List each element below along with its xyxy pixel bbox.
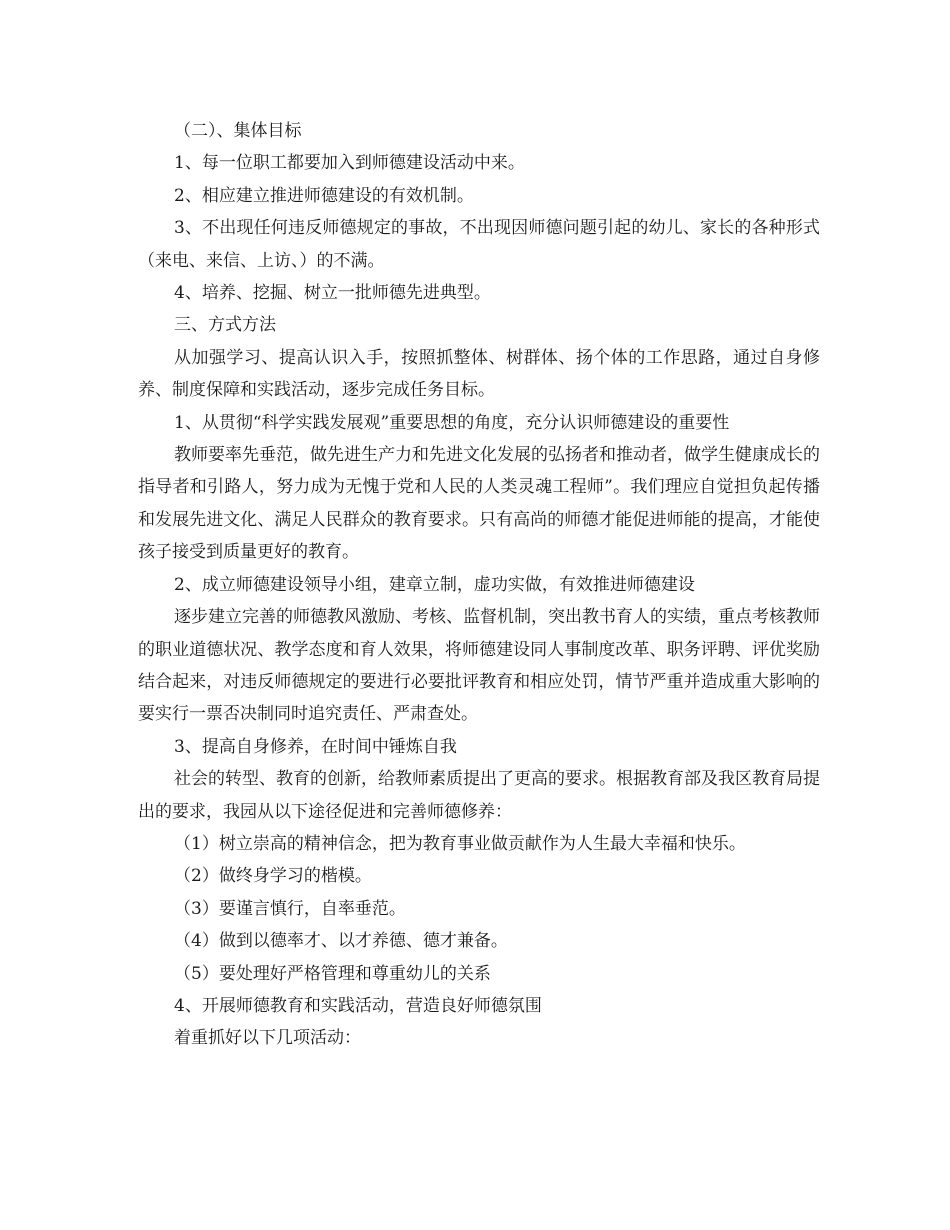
- heading-collective-goals: （二）、集体目标: [174, 121, 302, 141]
- method-4-body: 着重抓好以下几项活动：: [174, 1028, 361, 1049]
- goal-item-4: 4、培养、挖掘、树立一批师德先进典型。: [174, 283, 491, 304]
- goal-item-3: 3、不出现任何违反师德规定的事故，不出现因师德问题引起的幼儿、家长的各种形式（来电、来信、上访、）的不满。: [138, 218, 820, 271]
- method-3-sub-3: （3）要谨言慎行，自率垂范。: [174, 898, 406, 919]
- method-4-heading: 4、开展师德教育和实践活动，营造良好师德氛围: [174, 995, 542, 1016]
- heading-methods: 三、方式方法: [174, 315, 276, 336]
- method-3-body: 社会的转型、教育的创新，给教师素质提出了更高的要求。根据教育部及我区教育局提出的要求，我园从以下途径促进和完善师德修养：: [138, 769, 820, 822]
- method-3-heading: 3、提高自身修养，在时间中锤炼自我: [174, 736, 457, 757]
- method-2-body: 逐步建立完善的师德教风激励、考核、监督机制，突出教书育人的实绩，重点考核教师的职业道德状况、教学态度和育人效果，将师德建设同人事制度改革、职务评聘、评优奖励结合起来，对违反师德规定的要进行必要批评教育和相应处罚，情节严重并造成重大影响的要实行一票否决制同时追究责任、严肃查处。: [138, 607, 820, 725]
- goal-item-1: 1、每一位职工都要加入到师德建设活动中来。: [174, 153, 525, 174]
- method-3-sub-4: （4）做到以德率才、以才养德、德才兼备。: [174, 931, 508, 952]
- goal-item-2: 2、相应建立推进师德建设的有效机制。: [174, 185, 474, 206]
- method-2-heading: 2、成立师德建设领导小组，建章立制，虚功实做，有效推进师德建设: [174, 574, 695, 595]
- method-1-body: 教师要率先垂范，做先进生产力和先进文化发展的弘扬者和推动者，做学生健康成长的指导者和引路人，努力成为无愧于党和人民的人类灵魂工程师”。我们理应自觉担负起传播和发展先进文化、满足人民群众的教育要求。只有高尚的师德才能促进师能的提高，才能使孩子接受到质量更好的教育。: [138, 445, 820, 563]
- method-3-sub-5: （5）要处理好严格管理和尊重幼儿的关系: [174, 963, 491, 984]
- method-3-sub-1: （1）树立崇高的精神信念，把为教育事业做贡献作为人生最大幸福和快乐。: [174, 833, 746, 854]
- method-3-sub-2: （2）做终身学习的楷模。: [174, 866, 372, 887]
- methods-intro: 从加强学习、提高认识入手，按照抓整体、树群体、扬个体的工作思路，通过自身修养、制度保障和实践活动，逐步完成任务目标。: [138, 347, 820, 401]
- method-1-heading: 1、从贯彻“科学实践发展观”重要思想的角度，充分认识师德建设的重要性: [174, 412, 730, 433]
